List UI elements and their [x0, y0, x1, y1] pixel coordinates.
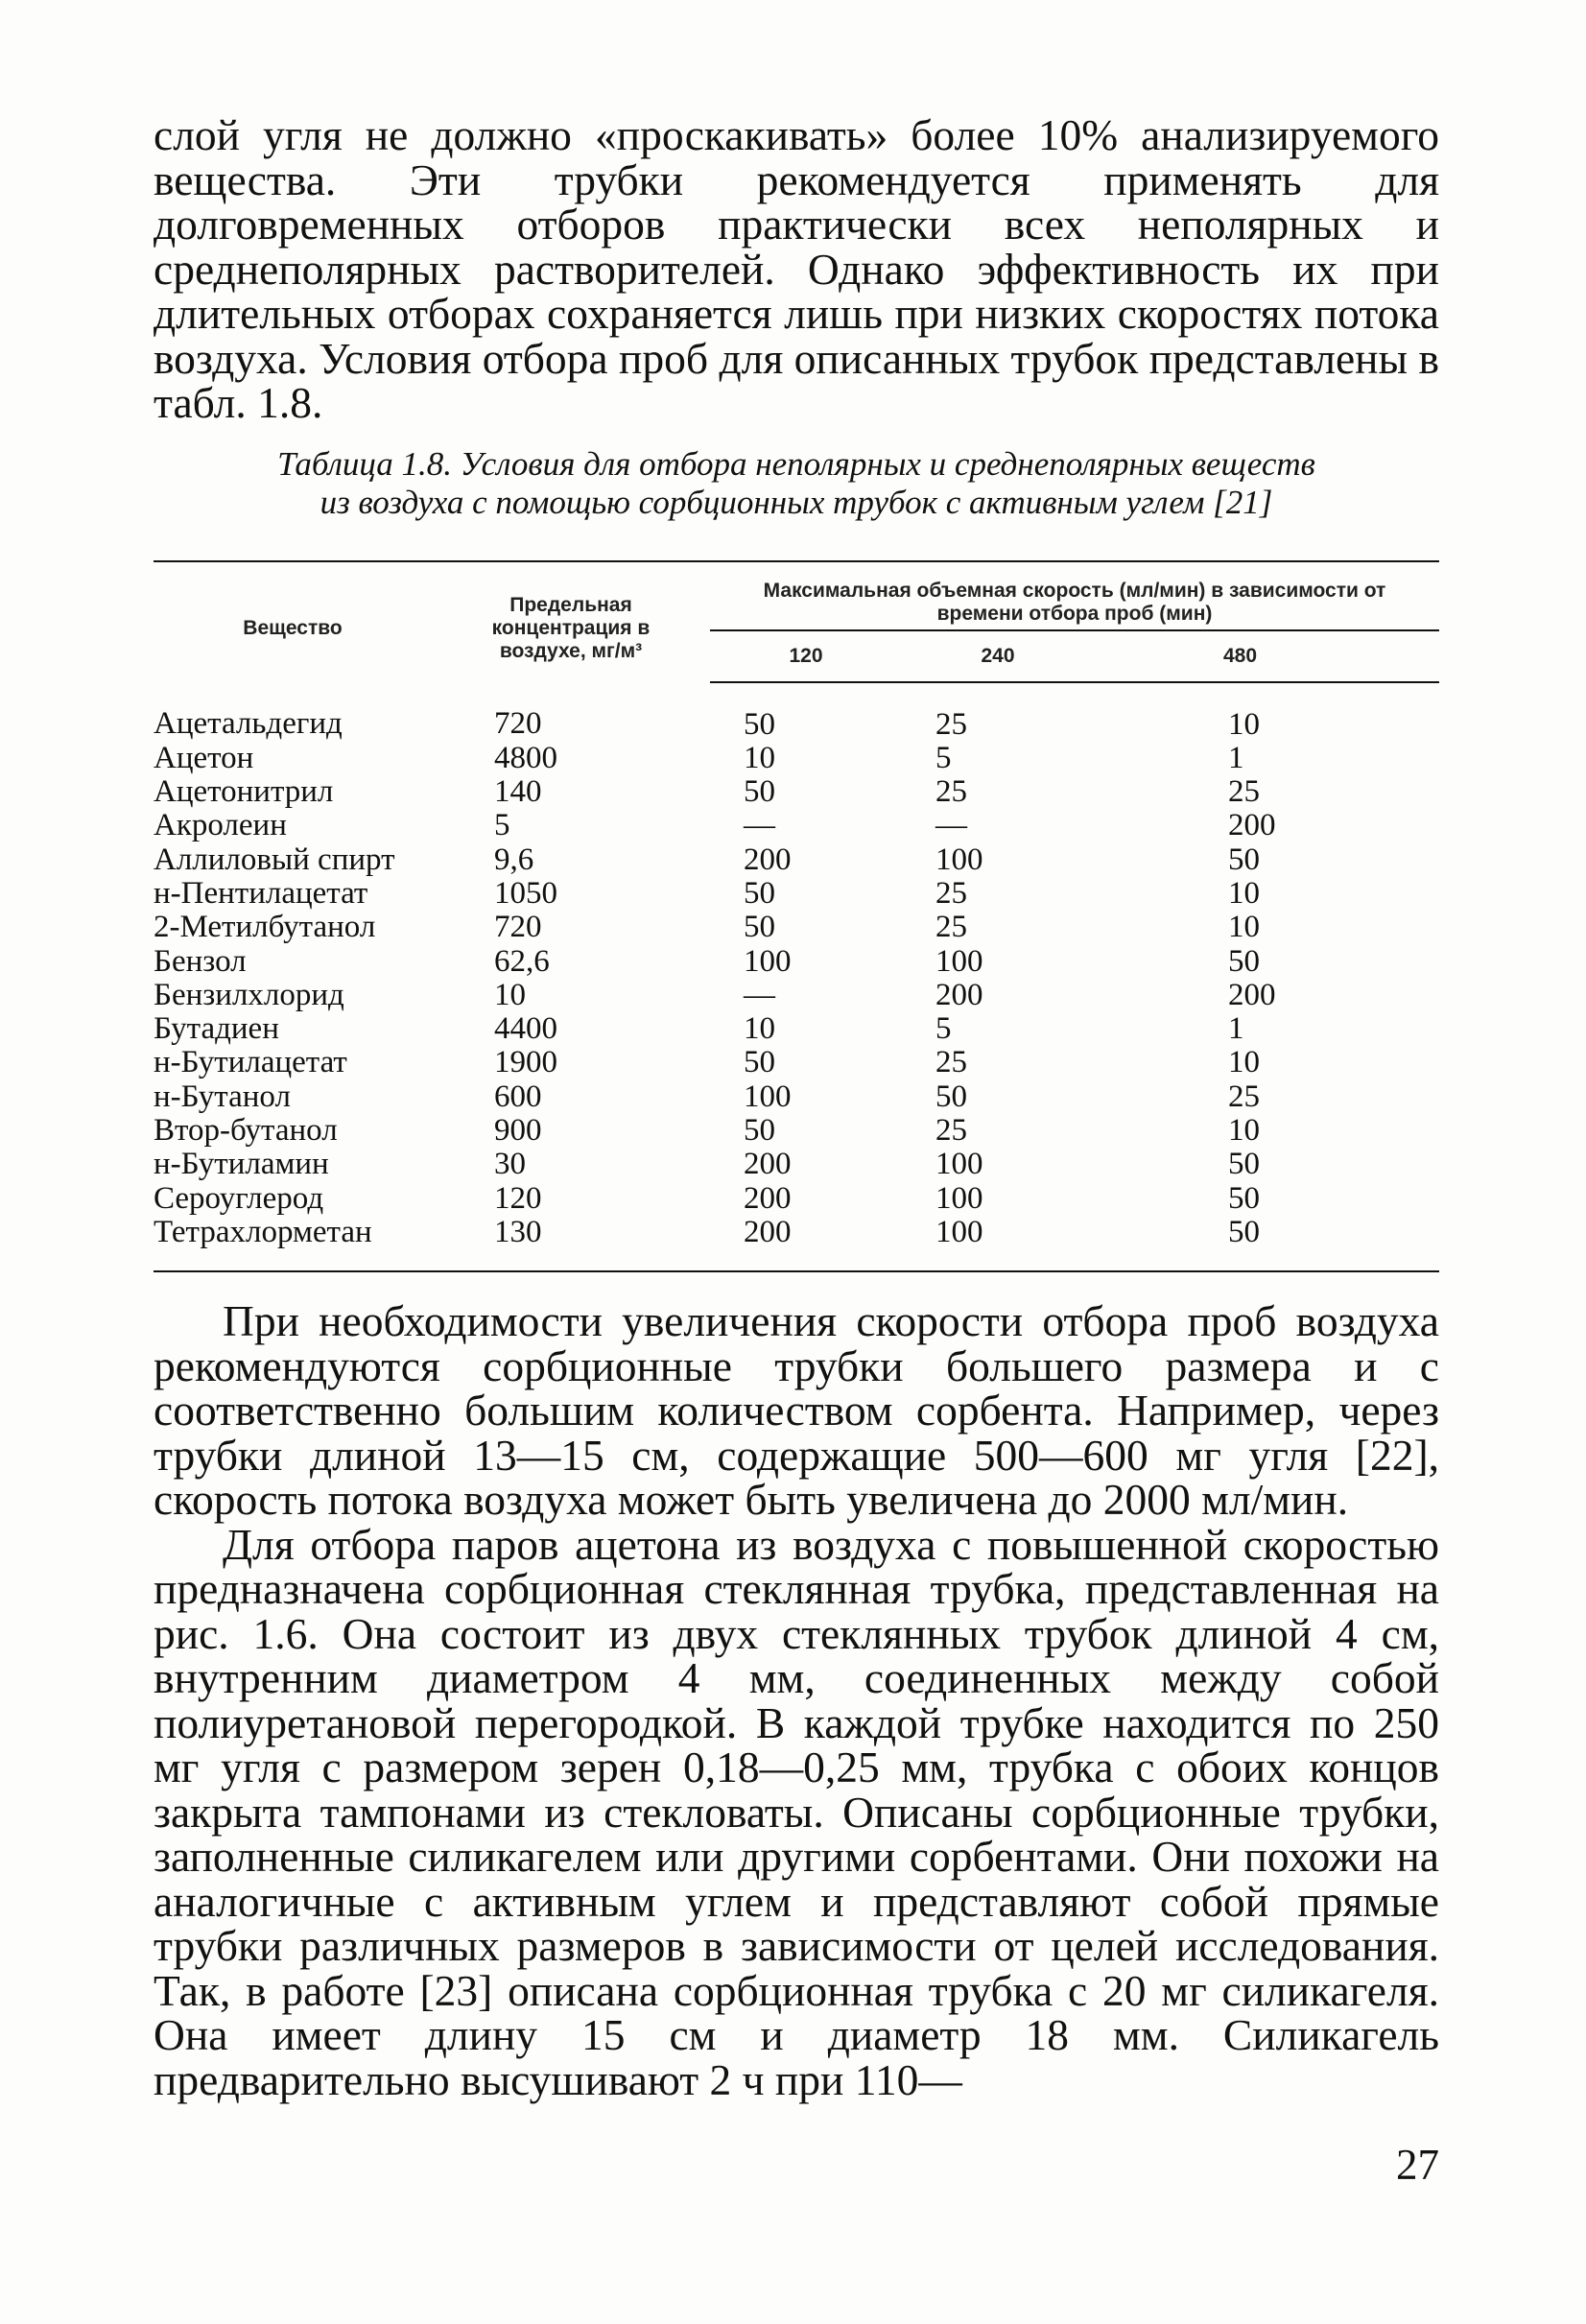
- table-row: [154, 979, 1439, 1012]
- cell-concentration: 1050: [494, 875, 557, 911]
- cell-concentration: 4800: [494, 740, 557, 775]
- cell-rate-240: 100: [935, 943, 983, 979]
- cell-concentration: 4400: [494, 1011, 557, 1047]
- cell-rate-120: 50: [744, 1113, 775, 1149]
- cell-rate-120: 200: [744, 842, 792, 877]
- cell-substance: Тетрахлорметан: [154, 1214, 372, 1249]
- cell-rate-240: 100: [935, 842, 983, 877]
- table-row: [154, 1216, 1439, 1271]
- cell-rate-480: 25: [1228, 774, 1260, 810]
- cell-substance: Сероуглерод: [154, 1180, 324, 1216]
- cell-rate-240: 25: [935, 774, 967, 810]
- cell-rate-120: 200: [744, 1180, 792, 1216]
- cell-rate-120: 10: [744, 1011, 775, 1047]
- table-row: [154, 1148, 1439, 1181]
- header-time-480: 480: [1094, 630, 1439, 682]
- cell-concentration: 9,6: [494, 842, 534, 877]
- data-table: [154, 560, 1439, 1273]
- cell-rate-240: 5: [935, 740, 952, 775]
- cell-rate-480: 200: [1228, 977, 1276, 1012]
- table-row: [154, 809, 1439, 842]
- cell-concentration: 10: [494, 977, 526, 1012]
- cell-rate-480: 10: [1228, 1045, 1260, 1080]
- table-row: [154, 1012, 1439, 1046]
- cell-rate-120: —: [744, 977, 775, 1012]
- header-limit-concentration: Предельная концентрация в воздухе, мг/м³: [491, 594, 651, 662]
- cell-rate-480: 50: [1228, 842, 1260, 877]
- cell-substance: Ацетонитрил: [154, 774, 334, 810]
- cell-rate-120: 10: [744, 740, 775, 775]
- cell-concentration: 140: [494, 774, 542, 810]
- cell-rate-120: 50: [744, 910, 775, 945]
- cell-rate-240: 100: [935, 1214, 983, 1249]
- page-content: [154, 110, 1439, 2104]
- table-row: [154, 1080, 1439, 1114]
- cell-rate-240: 100: [935, 1180, 983, 1216]
- table-caption-line-2: из воздуха с помощью сорбционных трубок с активным углем [21]: [320, 483, 1273, 521]
- cell-concentration: 62,6: [494, 943, 550, 979]
- header-substance: Вещество: [243, 617, 343, 639]
- table-row: [154, 1114, 1439, 1148]
- cell-substance: Аллиловый спирт: [154, 842, 395, 877]
- cell-substance: Ацетальдегид: [154, 706, 343, 741]
- table-row: [154, 1046, 1439, 1079]
- table-caption: [154, 445, 1439, 522]
- table-caption-line-1: Таблица 1.8. Условия для отбора неполярных и среднеполярных веществ: [277, 444, 1315, 483]
- cell-rate-480: 1: [1228, 1011, 1244, 1047]
- cell-rate-480: 50: [1228, 1214, 1260, 1249]
- cell-rate-240: 25: [935, 706, 967, 742]
- paragraph-3: Для отбора паров ацетона из воздуха с повышенной скоростью предназначена сорбционная стеклянная трубка, представленная на рис. 1.6. Она состоит из двух стеклянных трубок длиной 4 см, внутренним диаметром 4 мм, соединенных между собой полиуретановой перегородкой. В каждой трубке находится по 250 мг угля с размером зерен 0,18—0,25 мм, трубка с обоих концов закрыта тампонами из стекловаты. Описаны сорбционные трубки, заполненные силикагелем или другими сорбентами. Они похожи на аналогичные с активным углем и представляют собой прямые трубки различных размеров в зависимости от целей исследования. Так, в работе [23] описана сорбционная трубка с 20 мг силикагеля. Она имеет длину 15 см и диаметр 18 мм. Силикагель предварительно высушивают 2 ч при 110—: [154, 1519, 1439, 2104]
- cell-concentration: 600: [494, 1079, 542, 1114]
- cell-rate-480: 10: [1228, 910, 1260, 945]
- cell-rate-120: 200: [744, 1214, 792, 1249]
- cell-rate-120: 50: [744, 1045, 775, 1080]
- cell-rate-120: 50: [744, 875, 775, 911]
- table-row: [154, 682, 1439, 742]
- cell-concentration: 1900: [494, 1045, 557, 1080]
- cell-substance: н-Пентилацетат: [154, 875, 368, 911]
- cell-rate-240: 25: [935, 875, 967, 911]
- table-row: [154, 945, 1439, 979]
- table-row: [154, 843, 1439, 877]
- table-row: [154, 1182, 1439, 1216]
- cell-substance: н-Бутилацетат: [154, 1045, 347, 1080]
- table-row: [154, 775, 1439, 809]
- cell-substance: Бензилхлорид: [154, 977, 344, 1012]
- cell-rate-240: 200: [935, 977, 983, 1012]
- header-max-rate: Максимальная объемная скорость (мл/мин) в зависимости от времени отбора проб (мин): [710, 561, 1439, 630]
- cell-concentration: 130: [494, 1214, 542, 1249]
- cell-substance: Втор-бутанол: [154, 1113, 338, 1149]
- cell-substance: Бензол: [154, 943, 247, 979]
- header-time-120: 120: [710, 630, 902, 682]
- table-body: [154, 682, 1439, 1272]
- cell-substance: Ацетон: [154, 740, 254, 775]
- cell-substance: н-Бутанол: [154, 1079, 291, 1114]
- cell-rate-240: 5: [935, 1011, 952, 1047]
- cell-rate-120: 200: [744, 1147, 792, 1182]
- cell-rate-480: 50: [1228, 943, 1260, 979]
- cell-rate-120: 50: [744, 774, 775, 810]
- cell-rate-480: 50: [1228, 1180, 1260, 1216]
- table-row: [154, 877, 1439, 911]
- cell-rate-480: 1: [1228, 740, 1244, 775]
- cell-substance: 2-Метилбутанол: [154, 910, 376, 945]
- cell-concentration: 5: [494, 808, 510, 843]
- paragraph-2: При необходимости увеличения скорости отбора проб воздуха рекомендуются сорбционные трубки большего размера и с соответственно большим количеством сорбента. Например, через трубки длиной 13—15 см, содержащие 500—600 мг угля [22], скорость потока воздуха может быть увеличена до 2000 мл/мин.: [154, 1296, 1439, 1525]
- cell-rate-120: 50: [744, 706, 775, 742]
- cell-rate-240: 25: [935, 1113, 967, 1149]
- cell-concentration: 720: [494, 706, 542, 741]
- cell-rate-240: 100: [935, 1147, 983, 1182]
- cell-concentration: 900: [494, 1113, 542, 1149]
- cell-rate-240: —: [935, 808, 967, 843]
- cell-concentration: 120: [494, 1180, 542, 1216]
- table-row: [154, 742, 1439, 775]
- cell-substance: Бутадиен: [154, 1011, 279, 1047]
- top-paragraph: слой угля не должно «проскакивать» более 10% анализируемого вещества. Эти трубки рекомендуется применять для долговременных отборов практически всех неполярных и среднеполярных растворителей. Однако эффективность их при длительных отборах сохраняется лишь при низких скоростях потока воздуха. Условия отбора проб для описанных трубок представлены в табл. 1.8.: [154, 110, 1439, 427]
- page-number: 27: [1396, 2141, 1439, 2189]
- cell-substance: н-Бутиламин: [154, 1147, 329, 1182]
- cell-concentration: 720: [494, 910, 542, 945]
- cell-rate-480: 200: [1228, 808, 1276, 843]
- cell-rate-480: 25: [1228, 1079, 1260, 1114]
- cell-rate-120: —: [744, 808, 775, 843]
- cell-rate-240: 25: [935, 910, 967, 945]
- cell-rate-480: 10: [1228, 706, 1260, 742]
- cell-rate-480: 10: [1228, 875, 1260, 911]
- cell-rate-480: 10: [1228, 1113, 1260, 1149]
- cell-rate-120: 100: [744, 1079, 792, 1114]
- table-row: [154, 911, 1439, 944]
- cell-rate-240: 25: [935, 1045, 967, 1080]
- header-time-240: 240: [902, 630, 1094, 682]
- cell-rate-120: 100: [744, 943, 792, 979]
- cell-rate-480: 50: [1228, 1147, 1260, 1182]
- cell-substance: Акролеин: [154, 808, 287, 843]
- cell-concentration: 30: [494, 1147, 526, 1182]
- cell-rate-240: 50: [935, 1079, 967, 1114]
